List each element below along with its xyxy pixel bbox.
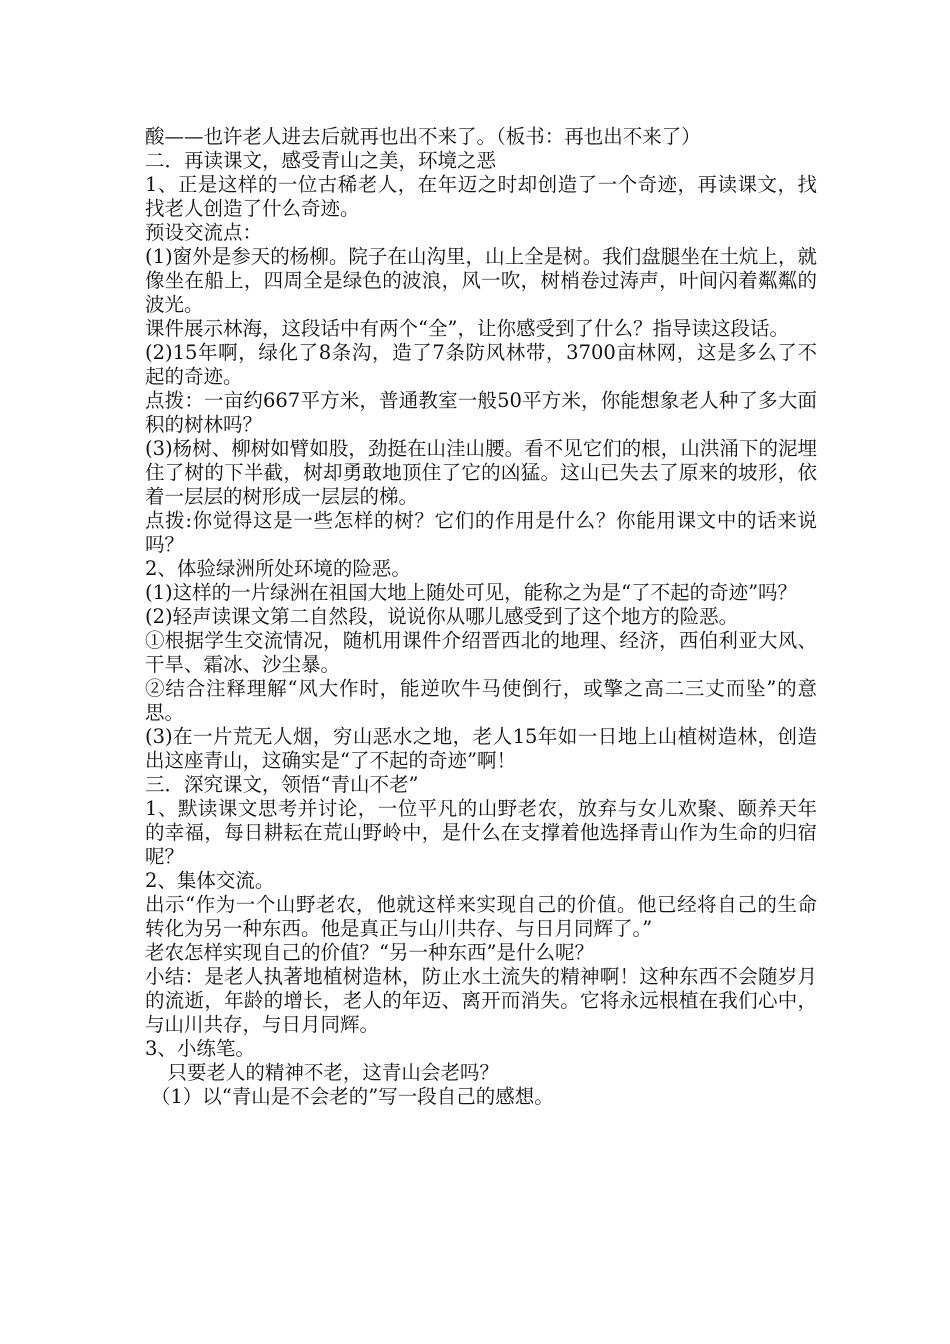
paragraph: (1)这样的一片绿洲在祖国大地上随处可见，能称之为是“了不起的奇迹”吗？ <box>145 581 798 604</box>
section-heading: 二．再读课文，感受青山之美，环境之恶 <box>145 149 497 172</box>
paragraph: (2)轻声读课文第二自然段，说说你从哪儿感受到了这个地方的险恶。 <box>145 605 739 628</box>
paragraph: 1、默读课文思考并讨论，一位平凡的山野老农，放弃与女儿欢聚、颐养天年的幸福，每日耕耘在荒山野岭中，是什么在支撑着他选择青山作为生命的归宿呢？ <box>145 797 817 868</box>
paragraph: (1)窗外是参天的杨柳。院子在山沟里，山上全是树。我们盘腿坐在土炕上，就像坐在船上，四周全是绿色的波浪，风一吹，树梢卷过涛声，叶间闪着粼粼的波光。 <box>145 245 817 316</box>
paragraph: 只要老人的精神不老，这青山会老吗？ <box>167 1061 499 1084</box>
paragraph: 2、体验绿洲所处环境的险恶。 <box>145 557 411 580</box>
paragraph: 出示“作为一个山野老农，他就这样来实现自己的价值。他已经将自己的生命转化为另一种东西。他是真正与山川共存、与日月同辉了。” <box>145 893 817 940</box>
paragraph: 酸——也许老人进去后就再也出不来了。（板书：再也出不来了） <box>145 125 701 148</box>
paragraph: 2、集体交流。 <box>145 869 275 892</box>
section-heading: 三．深究课文，领悟“青山不老” <box>145 773 419 796</box>
paragraph: 点拨：一亩约667平方米，普通教室一般50平方米，你能想象老人种了多大面积的树林吗？ <box>145 389 817 436</box>
paragraph: 1、正是这样的一位古稀老人，在年迈之时却创造了一个奇迹，再读课文，找找老人创造了什么奇迹。 <box>145 173 817 220</box>
paragraph: 小结：是老人执著地植树造林，防止水土流失的精神啊！这种东西不会随岁月的流逝，年龄的增长，老人的年迈、离开而消失。它将永远根植在我们心中，与山川共存，与日月同辉。 <box>145 965 817 1036</box>
paragraph: (2)15年啊，绿化了8条沟，造了7条防风林带，3700亩林网，这是多么了不起的奇迹。 <box>145 341 817 388</box>
paragraph: ①根据学生交流情况，随机用课件介绍晋西北的地理、经济，西伯利亚大风、干旱、霜冰、沙尘暴。 <box>145 629 817 676</box>
document-body <box>145 125 817 1109</box>
paragraph: 老农怎样实现自己的价值？“另一种东西”是什么呢？ <box>145 941 594 964</box>
paragraph: (3)杨树、柳树如臂如股，劲挺在山洼山腰。看不见它们的根，山洪涌下的泥埋住了树的下半截，树却勇敢地顶住了它的凶猛。这山已失去了原来的坡形，依着一层层的树形成一层层的梯。 <box>145 437 817 508</box>
paragraph: ②结合注释理解“风大作时，能逆吹牛马使倒行，或擎之高二三丈而坠”的意思。 <box>145 677 817 724</box>
paragraph: 点拨:你觉得这是一些怎样的树？它们的作用是什么？你能用课文中的话来说吗？ <box>145 509 817 556</box>
paragraph: 课件展示林海，这段话中有两个“全”，让你感受到了什么？指导读这段话。 <box>145 317 789 340</box>
paragraph: 3、小练笔。 <box>145 1037 255 1060</box>
paragraph: 预设交流点： <box>145 221 263 244</box>
paragraph: (3)在一片荒无人烟，穷山恶水之地，老人15年如一日地上山植树造林，创造出这座青山，这确实是“了不起的奇迹”啊！ <box>145 725 817 772</box>
paragraph: （1）以“青山是不会老的”写一段自己的感想。 <box>150 1085 554 1108</box>
